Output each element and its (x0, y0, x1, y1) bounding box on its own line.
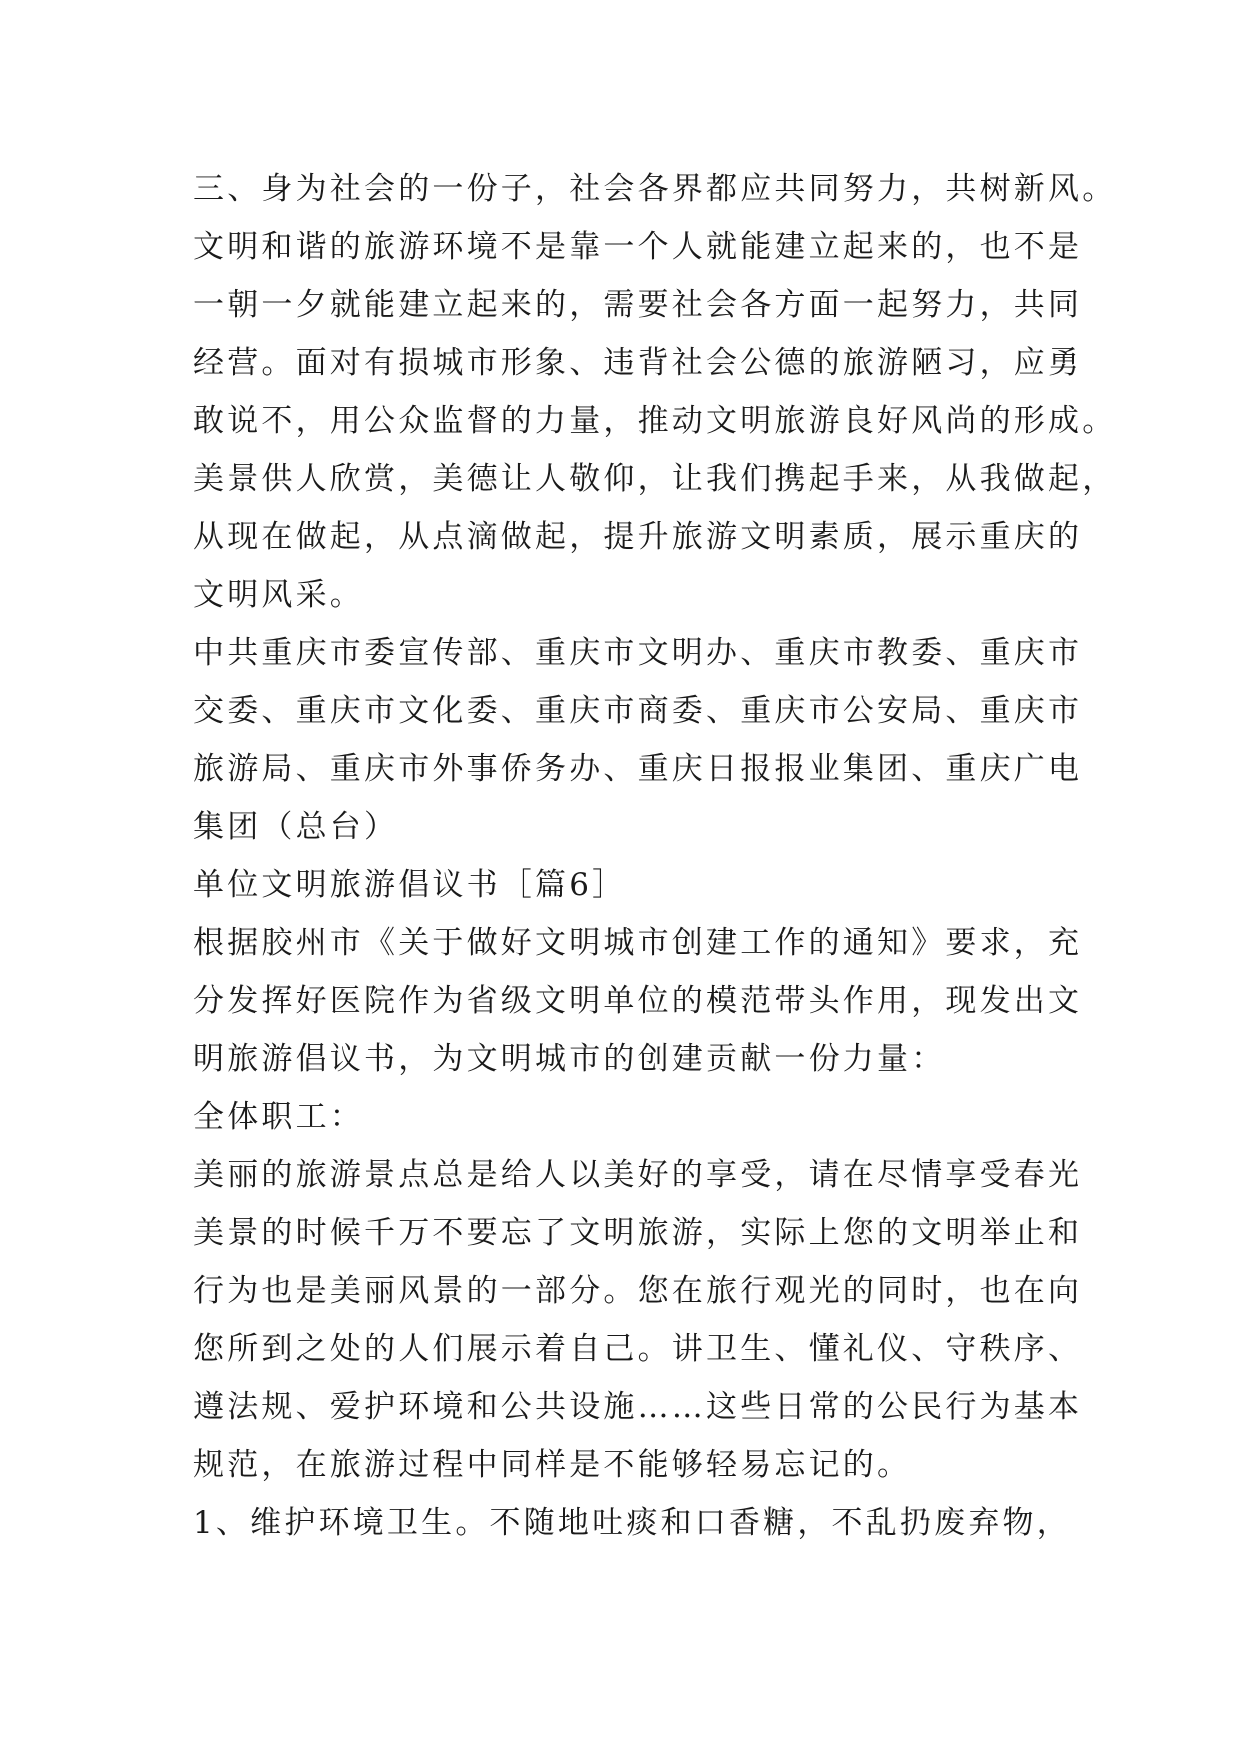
list-item-line: 1、维护环境卫生。不随地吐痰和口香糖，不乱扔废弃物， (193, 1505, 1071, 1541)
paragraph-line: 明旅游倡议书，为文明城市的创建贡献一份力量： (193, 1041, 946, 1077)
paragraph-line: 三、身为社会的一份子，社会各界都应共同努力，共树新风。 (193, 171, 1117, 207)
paragraph-line: 敢说不，用公众监督的力量，推动文明旅游良好风尚的形成。 (193, 403, 1117, 439)
paragraph-line: 从现在做起，从点滴做起，提升旅游文明素质，展示重庆的 (193, 519, 1083, 555)
paragraph-line: 美景供人欣赏，美德让人敬仰，让我们携起手来，从我做起， (193, 461, 1117, 497)
paragraph-line: 美丽的旅游景点总是给人以美好的享受，请在尽情享受春光 (193, 1157, 1083, 1193)
paragraph-line: 您所到之处的人们展示着自己。讲卫生、懂礼仪、守秩序、 (193, 1331, 1083, 1367)
signatory-line: 集团（总台） (193, 809, 399, 845)
paragraph-line: 行为也是美丽风景的一部分。您在旅行观光的同时，也在向 (193, 1273, 1083, 1309)
paragraph-line: 美景的时候千万不要忘了文明旅游，实际上您的文明举止和 (193, 1215, 1083, 1251)
document-body (193, 160, 1117, 1552)
paragraph-line: 一朝一夕就能建立起来的，需要社会各方面一起努力，共同 (193, 287, 1083, 323)
paragraph-line: 根据胶州市《关于做好文明城市创建工作的通知》要求，充 (193, 925, 1083, 961)
paragraph-line: 文明风采。 (193, 577, 364, 613)
signatory-line: 交委、重庆市文化委、重庆市商委、重庆市公安局、重庆市 (193, 693, 1083, 729)
paragraph-line: 分发挥好医院作为省级文明单位的模范带头作用，现发出文 (193, 983, 1083, 1019)
paragraph-line: 文明和谐的旅游环境不是靠一个人就能建立起来的，也不是 (193, 229, 1083, 265)
signatory-line: 旅游局、重庆市外事侨务办、重庆日报报业集团、重庆广电 (193, 751, 1083, 787)
paragraph-line: 规范，在旅游过程中同样是不能够轻易忘记的。 (193, 1447, 912, 1483)
section-heading: 单位文明旅游倡议书［篇6］ (193, 867, 627, 903)
signatory-line: 中共重庆市委宣传部、重庆市文明办、重庆市教委、重庆市 (193, 635, 1083, 671)
paragraph-line: 经营。面对有损城市形象、违背社会公德的旅游陋习，应勇 (193, 345, 1083, 381)
paragraph-line: 遵法规、爱护环境和公共设施……这些日常的公民行为基本 (193, 1389, 1083, 1425)
salutation-line: 全体职工： (193, 1099, 364, 1135)
